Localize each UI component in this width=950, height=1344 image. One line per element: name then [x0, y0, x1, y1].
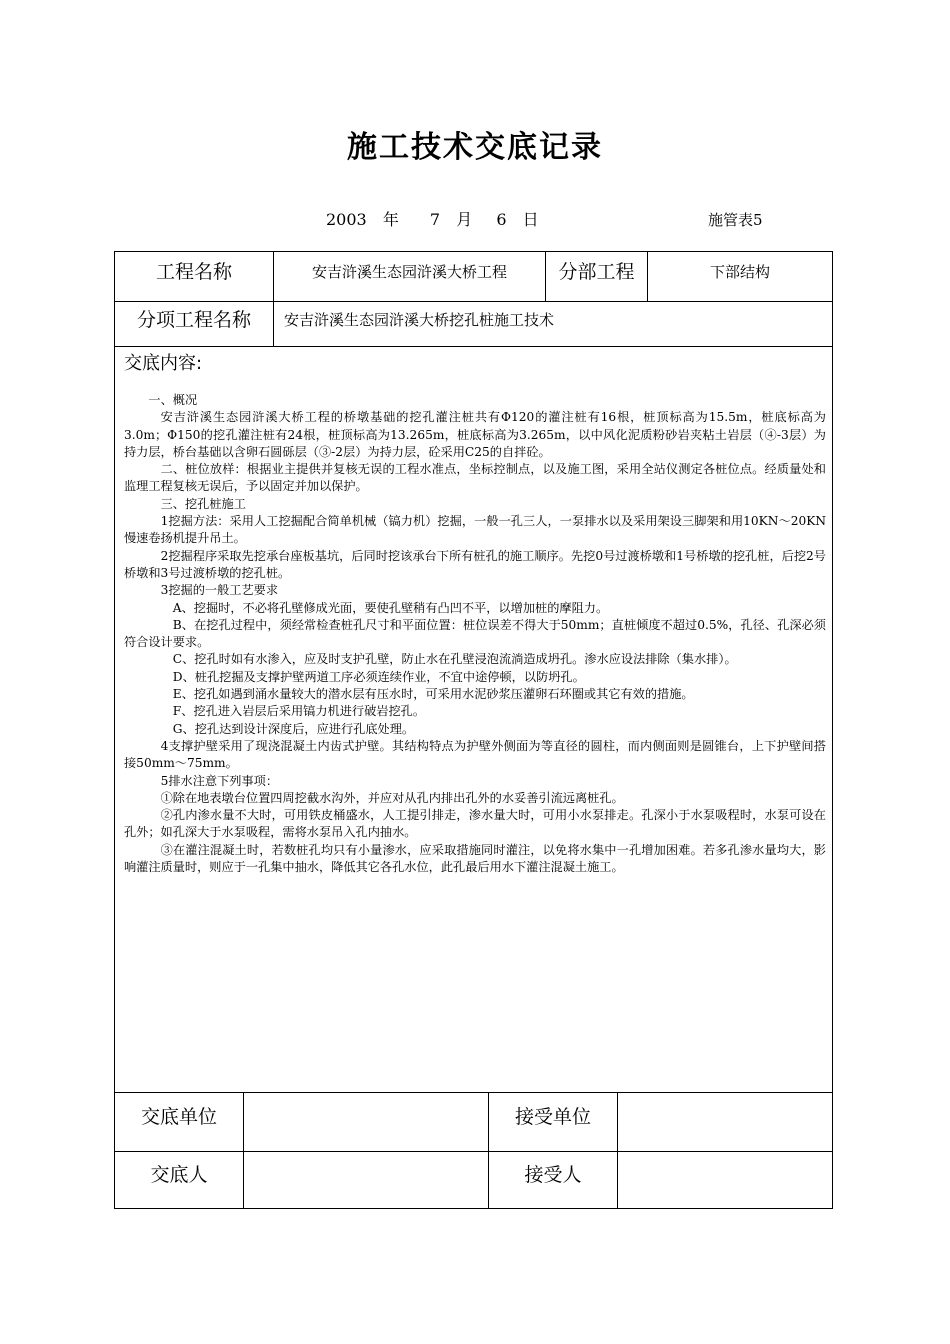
- page-title: 施工技术交底记录: [347, 130, 603, 165]
- list-item: D、桩孔挖掘及支撑护壁两道工序必须连续作业，不宜中途停顿，以防坍孔。: [172, 669, 585, 684]
- date-year-unit: 年: [382, 210, 399, 229]
- division-value: 下部结构: [709, 263, 770, 281]
- date-year: 2003: [326, 210, 367, 229]
- row-divider: [114, 1151, 833, 1152]
- date-line: [326, 207, 539, 230]
- receiver-person-label: 接受人: [524, 1164, 582, 1186]
- paragraph: 2挖掘程序采取先挖承台座板基坑，后同时挖该承台下所有桩孔的施工顺序。先挖0号过渡桥墩和1号桥墩的挖孔桩，后挖2号桥墩和3号过渡桥墩的挖孔桩。: [124, 548, 826, 580]
- form-number: 施管表5: [708, 211, 763, 229]
- project-name-label: 工程名称: [155, 261, 232, 283]
- list-item: C、挖孔时如有水渗入，应及时支护孔壁，防止水在孔壁浸泡流淌造成坍孔。渗水应设法排除（集水排）。: [172, 652, 737, 667]
- list-item: E、挖孔如遇到涌水量较大的潜水层有压水时，可采用水泥砂浆压灌卵石环圈或其它有效的措施。: [172, 687, 694, 702]
- project-name-value: 安吉浒溪生态园浒溪大桥工程: [311, 263, 507, 281]
- list-item: B、在挖孔过程中，须经常检查桩孔尺寸和平面位置：桩位误差不得大于50mm；直桩倾度不超过0.5%，孔径、孔深必须符合设计要求。: [124, 617, 826, 650]
- content-label: 交底内容:: [124, 353, 203, 374]
- col-divider: [617, 1092, 618, 1209]
- row-divider: [114, 301, 833, 302]
- paragraph: 二、桩位放样：根据业主提供并复核无误的工程水准点，坐标控制点，以及施工图，采用全站仪测定各桩位点。经质量处和监理工程复核无误后，予以固定并加以保护。: [124, 462, 826, 494]
- division-label: 分部工程: [558, 261, 635, 283]
- section-heading: 一、概况: [148, 393, 198, 407]
- section-heading: 三、挖孔桩施工: [160, 496, 246, 511]
- list-item: A、挖掘时，不必将孔壁修成光面，要使孔壁稍有凸凹不平，以增加桩的摩阻力。: [172, 600, 609, 615]
- date-day-unit: 日: [522, 210, 539, 229]
- subitem-label: 分项工程名称: [136, 309, 251, 331]
- list-item: G、挖孔达到设计深度后，应进行孔底处理。: [172, 721, 415, 736]
- list-item: ②孔内渗水量不大时，可用铁皮桶盛水，人工提引排走，渗水量大时，可用小水泵排走。孔深小于水泵吸程时，水泵可设在孔外；如孔深大于水泵吸程，需将水泵吊入孔内抽水。: [124, 808, 826, 840]
- list-item: ①除在地表墩台位置四周挖截水沟外，并应对从孔内排出孔外的水妥善引流远离桩孔。: [160, 790, 624, 805]
- receiver-unit-label: 接受单位: [514, 1106, 591, 1128]
- paragraph: 1挖掘方法：采用人工挖掘配合简单机械（镐力机）挖掘，一般一孔三人，一泵排水以及采用架设三脚架和用10KN～20KN慢速卷扬机提升吊土。: [124, 514, 826, 546]
- date-month: 7: [429, 210, 441, 229]
- paragraph: 4支撑护壁采用了现浇混凝土内齿式护壁。其结构特点为护壁外侧面为等直径的圆柱，而内侧面则是圆锥台，上下护壁间搭接50mm～75mm。: [124, 738, 826, 771]
- issuer-person-label: 交底人: [150, 1164, 208, 1186]
- row-divider: [114, 1092, 833, 1093]
- issuer-unit-label: 交底单位: [140, 1106, 217, 1128]
- paragraph: 安吉浒溪生态园浒溪大桥工程的桥墩基础的挖孔灌注桩共有Φ120的灌注桩有16根，桩顶标高为15.5m，桩底标高为3.0m；Φ150的挖孔灌注桩有24根，桩顶标高为13.265m，桩底标高为3.265m，以中风化泥质粉砂岩夹粘土岩层（④-3层）为持力层，桥台基础以含卵石圆砾层（③-2层）为持力层，砼采用C25的自拌砼。: [124, 410, 826, 459]
- paragraph: 5排水注意下列事项：: [160, 773, 279, 788]
- col-divider: [243, 1092, 244, 1209]
- disclosure-content: [124, 392, 826, 876]
- date-month-unit: 月: [456, 210, 473, 229]
- list-item: ③在灌注混凝土时，若数桩孔均只有小量渗水，应采取措施同时灌注，以免将水集中一孔增加困难。若多孔渗水量均大，影响灌注质量时，则应于一孔集中抽水，降低其它各孔水位，此孔最后用水下灌注混凝土施工。: [124, 842, 826, 875]
- subitem-value: 安吉浒溪生态园浒溪大桥挖孔桩施工技术: [284, 311, 555, 329]
- row-divider: [114, 346, 833, 347]
- paragraph: 3挖掘的一般工艺要求: [160, 583, 279, 598]
- date-day: 6: [496, 210, 507, 229]
- list-item: F、挖孔进入岩层后采用镐力机进行破岩挖孔。: [172, 704, 426, 719]
